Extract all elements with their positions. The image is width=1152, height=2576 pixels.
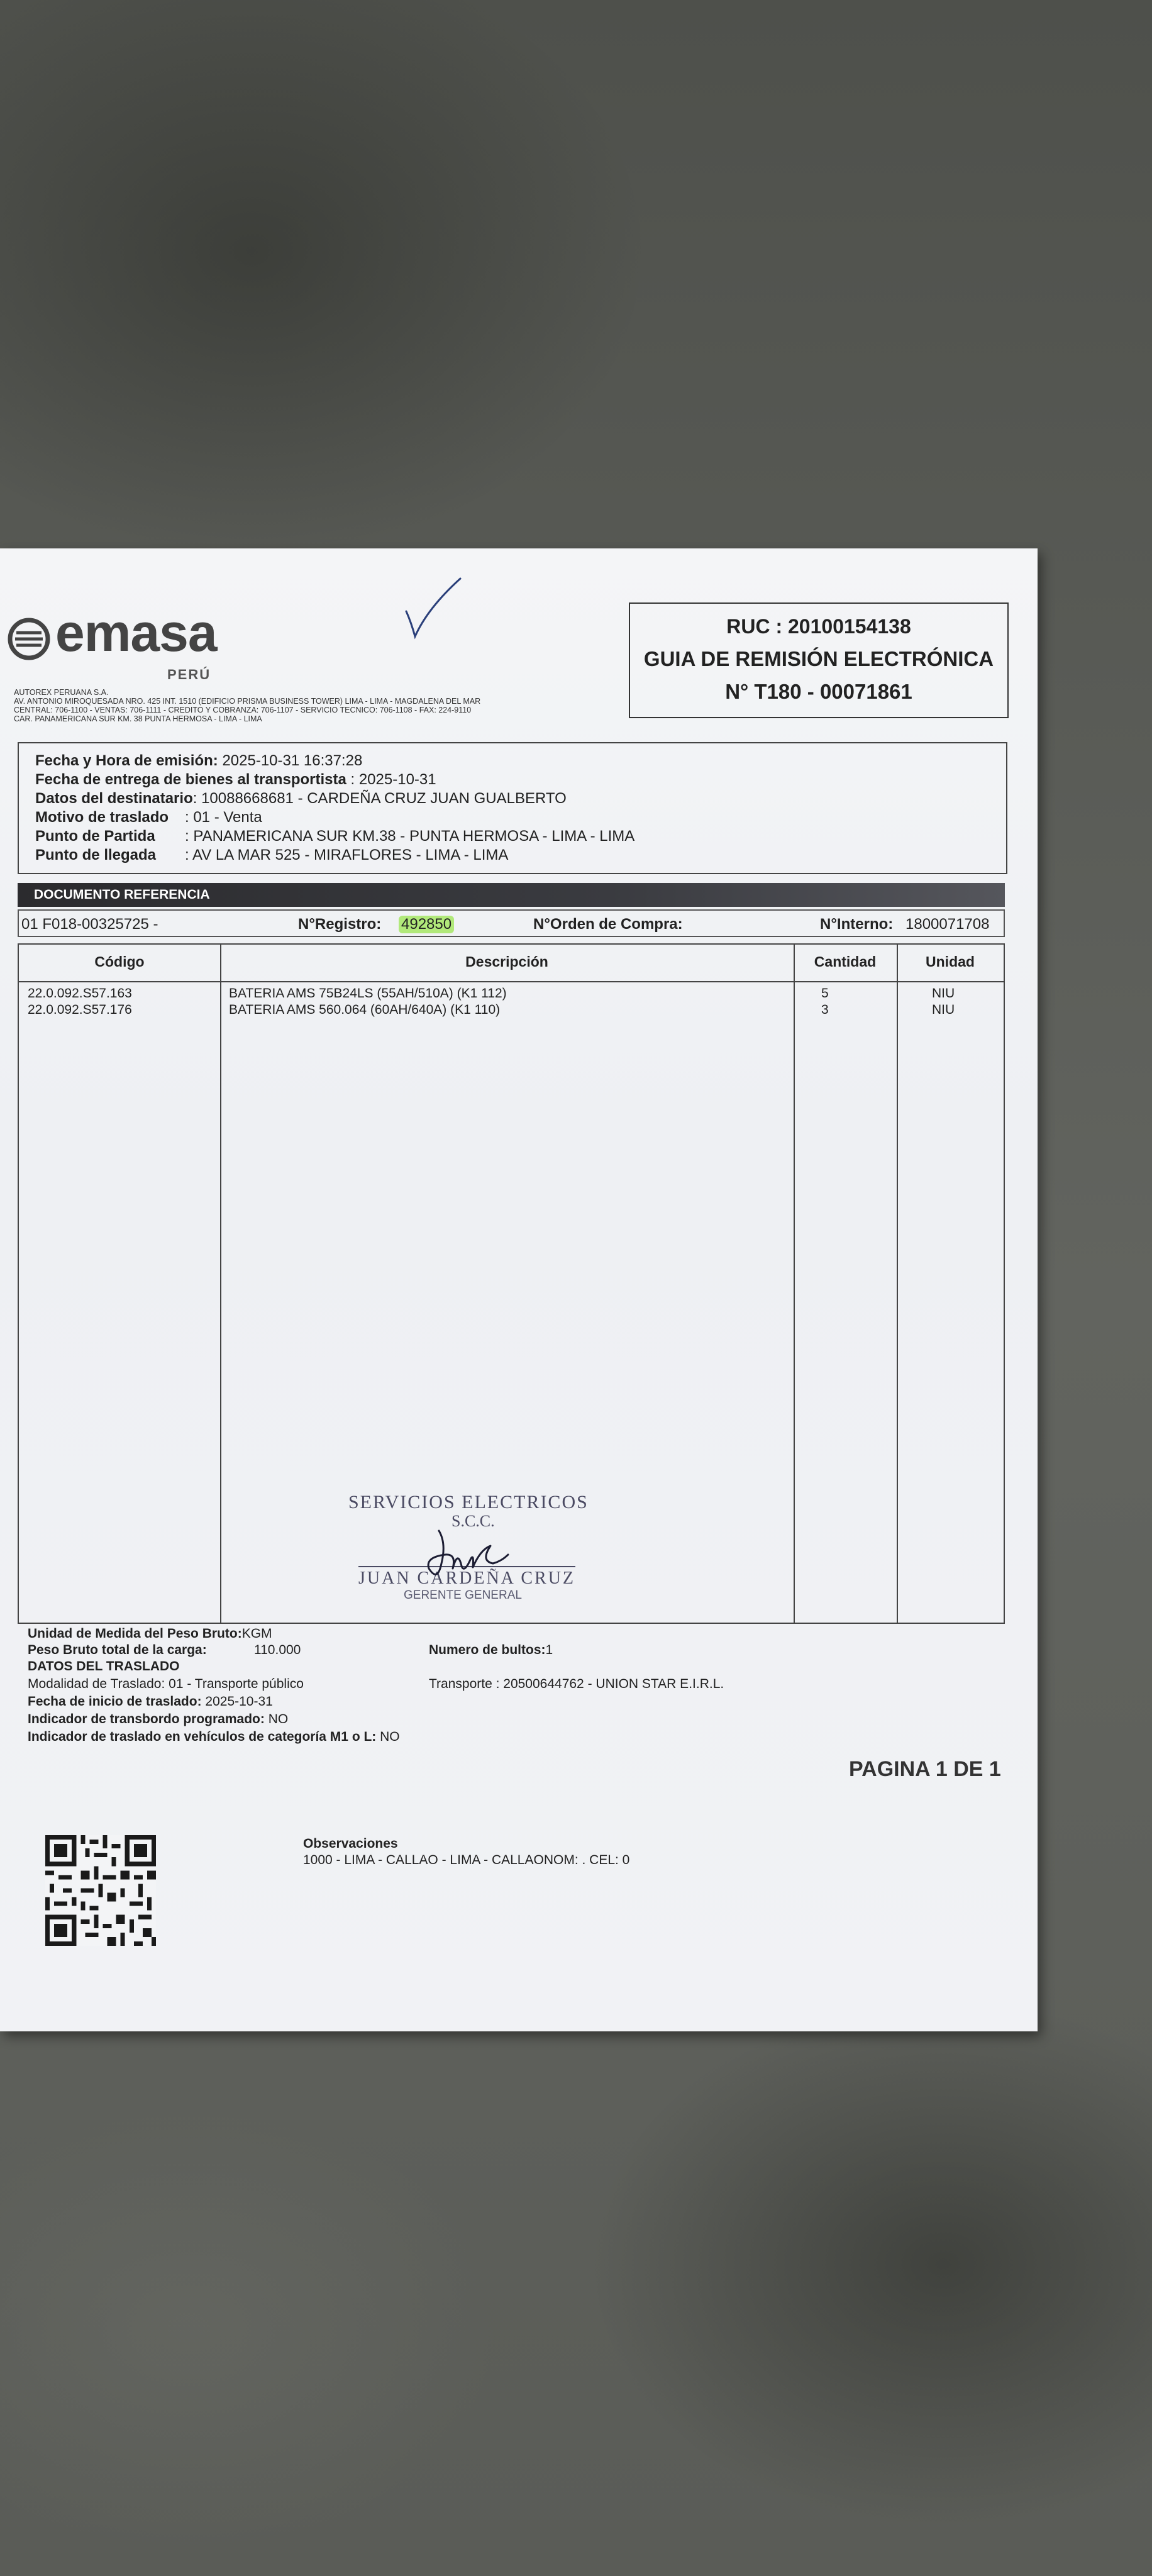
gross-weight-row: Peso Bruto total de la carga: 110.000 [28,1643,301,1657]
company-info-line: AV. ANTONIO MIROQUESADA NRO. 425 INT. 1510 (EDIFICIO PRISMA BUSINESS TOWER) LIMA - LIMA - MAGDALENA DEL MAR [14,697,481,706]
purchase-order-label: N°Orden de Compra: [533,916,683,933]
internal-number-label: N°Interno: [820,916,894,933]
row-descripcion: BATERIA AMS 560.064 (60AH/640A) (K1 110) [229,1002,501,1017]
stamp-line: SERVICIOS ELECTRICOS [348,1492,589,1513]
ruc-number: RUC : 20100154138 [726,615,911,638]
signature-icon [420,1524,514,1594]
header-codigo: Código [94,953,145,970]
header-descripcion: Descripción [465,953,548,970]
emission-row: Fecha y Hora de emisión: 2025-10-31 16:37:28 [35,752,363,769]
registro-label: N°Registro: [298,916,382,933]
observations-text: 1000 - LIMA - CALLAO - LIMA - CALLAONOM: . CEL: 0 [303,1853,630,1867]
transshipment-row: Indicador de transbordo programado: NO [28,1712,289,1726]
reference-doc-bar: DOCUMENTO REFERENCIA [18,883,1005,907]
logo-country: PERÚ [167,667,211,682]
company-info [14,688,555,723]
destination-row: Punto de llegada : AV LA MAR 525 - MIRAFLORES - LIMA - LIMA [35,847,509,863]
m1-vehicle-row: Indicador de traslado en vehículos de categoría M1 o L: NO [28,1729,400,1744]
row-cantidad: 5 [821,986,829,1001]
document-sheet [0,548,1038,2031]
carrier-row: Transporte : 20500644762 - UNION STAR E.I.R.L. [429,1677,724,1691]
company-info-line: CAR. PANAMERICANA SUR KM. 38 PUNTA HERMOSA - LIMA - LIMA [14,714,262,723]
reference-doc-number: 01 F018-00325725 - [21,916,158,933]
row-codigo: 22.0.092.S57.163 [28,986,132,1001]
page-indicator: PAGINA 1 DE 1 [849,1757,1001,1781]
shipment-info-box [18,742,1007,874]
row-codigo: 22.0.092.S57.176 [28,1002,132,1017]
observations-title: Observaciones [303,1836,398,1851]
company-info-line: AUTOREX PERUANA S.A. [14,688,109,697]
recipient-row: Datos del destinatario: 10088668681 - CARDEÑA CRUZ JUAN GUALBERTO [35,790,567,807]
weight-unit-row: Unidad de Medida del Peso Bruto:KGM [28,1626,272,1641]
ruc-box [629,602,1009,718]
stamp-line: S.C.C. [451,1512,495,1530]
document-number: N° T180 - 00071861 [725,680,912,703]
delivery-date-row: Fecha de entrega de bienes al transportista : 2025-10-31 [35,771,436,788]
packages-row: Numero de bultos:1 [429,1643,553,1657]
document-title: GUIA DE REMISIÓN ELECTRÓNICA [643,647,994,670]
row-unidad: NIU [932,1002,955,1017]
registro-value: 492850 [399,916,454,933]
stamp-line: GERENTE GENERAL [404,1589,522,1602]
reason-row: Motivo de traslado : 01 - Venta [35,809,262,826]
header-unidad: Unidad [926,953,975,970]
emasa-logo-icon [8,618,50,660]
transfer-mode-row: Modalidad de Traslado: 01 - Transporte público [28,1677,304,1691]
company-stamp [345,1492,628,1630]
row-descripcion: BATERIA AMS 75B24LS (55AH/510A) (K1 112) [229,986,507,1001]
stamp-line: JUAN CARDEÑA CRUZ [358,1566,575,1589]
company-info-line: CENTRAL: 706-1100 - VENTAS: 706-1111 - CREDITO Y COBRANZA: 706-1107 - SERVICIO TECNICO: 706-1108 - FAX: 224-9110 [14,706,472,714]
handwritten-check-icon [402,574,465,643]
transfer-data-title: DATOS DEL TRASLADO [28,1659,180,1674]
internal-number-value: 1800071708 [906,916,990,933]
transfer-start-row: Fecha de inicio de traslado: 2025-10-31 [28,1694,273,1709]
logo-text: emasa [55,603,217,662]
row-cantidad: 3 [821,1002,829,1017]
header-cantidad: Cantidad [814,953,877,970]
reference-doc-row [18,909,1005,937]
origin-row: Punto de Partida : PANAMERICANA SUR KM.38 - PUNTA HERMOSA - LIMA - LIMA [35,828,635,845]
row-unidad: NIU [932,986,955,1001]
qr-code-icon [45,1835,156,1946]
